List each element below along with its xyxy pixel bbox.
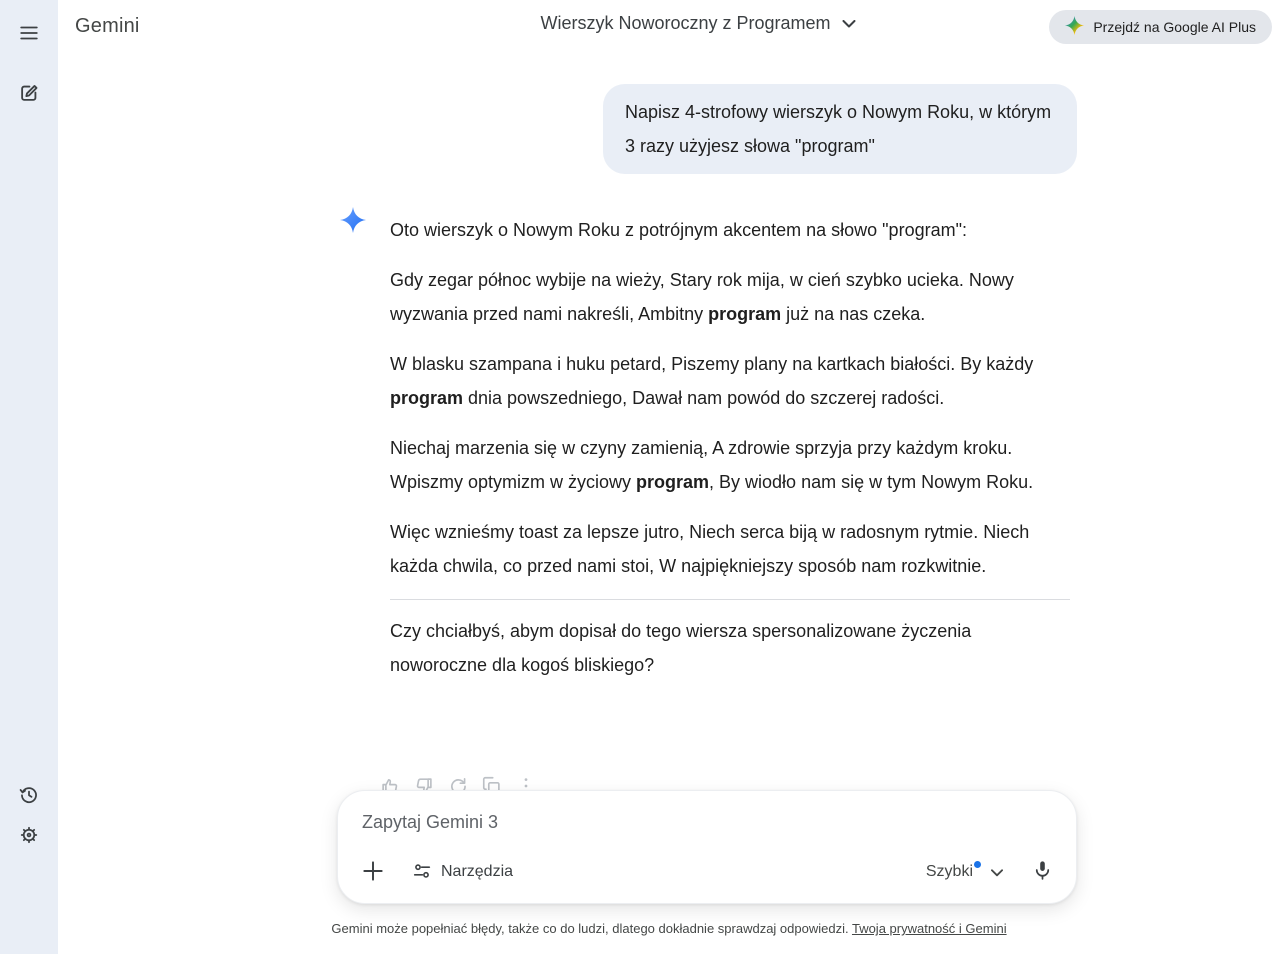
add-attachment-button[interactable] xyxy=(360,858,386,887)
disclaimer-text: Gemini może popełniać błędy, także co do ludzi, dlatego dokładnie sprawdzaj odpowiedzi. xyxy=(331,921,852,936)
footer-disclaimer xyxy=(58,921,1280,936)
model-selector[interactable] xyxy=(926,863,1003,881)
settings-button[interactable] xyxy=(11,817,47,853)
chevron-down-icon xyxy=(991,865,1003,880)
model-label: Szybki xyxy=(926,863,973,881)
tools-label: Narzędzia xyxy=(441,863,514,880)
poem-verse-4: Więc wznieśmy toast za lepsze jutro, Niech serca biją w radosnym rytmie. Niech każda chwila, co przed nami stoi, W najpiękniejszy sposób nam rozkwitnie. xyxy=(390,522,1030,576)
response-closing: Czy chciałbyś, abym dopisał do tego wiersza spersonalizowane życzenia noworoczne dla kogoś bliskiego? xyxy=(390,621,972,675)
tune-icon xyxy=(412,861,432,884)
composer xyxy=(337,790,1077,904)
privacy-link[interactable]: Twoja prywatność i Gemini xyxy=(851,921,1007,936)
user-message-bubble: Napisz 4-strofowy wierszyk o Nowym Roku, w którym 3 razy użyjesz słowa "program" xyxy=(603,84,1077,174)
gemini-sparkle-icon xyxy=(340,207,366,682)
header xyxy=(58,0,1280,56)
microphone-icon xyxy=(1031,859,1054,885)
poem-verse-3: Niechaj marzenia się w czyny zamienią, A zdrowie sprzyja przy każdym kroku. Wpiszmy optymizm w życiowy program, By wiodło nam się w tym Nowym Roku. xyxy=(390,438,1034,492)
upgrade-button-label: Przejdź na Google AI Plus xyxy=(1093,19,1256,35)
new-chat-button[interactable] xyxy=(11,75,47,111)
poem-verse-1: Gdy zegar północ wybije na wieży, Stary rok mija, w cień szybko ucieka. Nowy wyzwania przed nami nakreśli, Ambitny program już na nas czeka. xyxy=(390,270,1014,324)
gemini-logo: Gemini xyxy=(75,15,140,37)
sparkle-multicolor-icon xyxy=(1065,16,1084,38)
microphone-button[interactable] xyxy=(1031,859,1054,885)
chat-title-dropdown[interactable] xyxy=(540,13,855,34)
menu-icon xyxy=(18,22,40,44)
upgrade-button[interactable] xyxy=(1049,10,1272,44)
response-intro: Oto wierszyk o Nowym Roku z potrójnym akcentem na słowo "program": xyxy=(390,220,967,240)
response-divider xyxy=(390,599,1070,600)
tools-button[interactable] xyxy=(412,861,513,884)
poem-verse-2: W blasku szampana i huku petard, Piszemy plany na kartkach białości. By każdy program dnia powszedniego, Dawał nam powód do szczerej radości. xyxy=(390,354,1034,408)
chevron-down-icon xyxy=(843,15,856,33)
menu-button[interactable] xyxy=(11,15,47,51)
history-icon xyxy=(18,784,40,806)
response-text xyxy=(390,203,1070,682)
plus-icon xyxy=(360,858,386,887)
composer-toolbar xyxy=(360,855,1054,889)
chat-title: Wierszyk Noworoczny z Programem xyxy=(540,13,831,33)
prompt-input[interactable] xyxy=(362,807,922,837)
history-button[interactable] xyxy=(11,777,47,813)
sidebar xyxy=(0,0,58,954)
model-new-dot xyxy=(974,861,981,868)
model-response xyxy=(340,203,1080,682)
new-chat-icon xyxy=(18,82,40,104)
settings-icon xyxy=(18,824,40,846)
